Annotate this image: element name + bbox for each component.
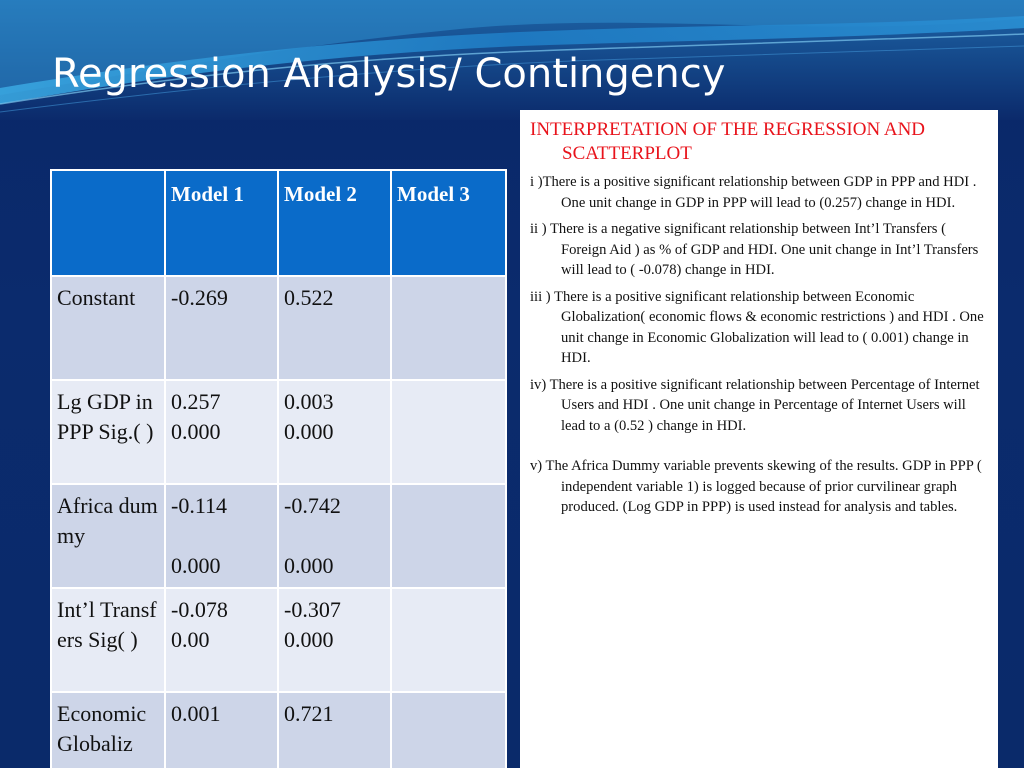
row-label: Int’l Transfers Sig( ) (57, 597, 157, 652)
table-cell (391, 276, 506, 380)
table-header-cell: Model 3 (391, 170, 506, 276)
table-cell (278, 588, 391, 692)
table-row (51, 588, 506, 692)
cell-value (397, 595, 500, 625)
interpretation-item: v) The Africa Dummy variable prevents skewing of the results. GDP in PPP ( independent variable 1) is logged because of prior curvilinear graph produced. (Log GDP in PPP) is used instead for analysis and tables. (530, 458, 982, 515)
row-label-cell (51, 380, 165, 484)
table-header-cell: Model 1 (165, 170, 278, 276)
cell-value: 0.721 (284, 701, 334, 726)
cell-value: 0.257 0.000 (171, 389, 221, 444)
interpretation-item: i )There is a positive significant relationship between GDP in PPP and HDI . One unit change in GDP in PPP will lead to (0.257) change in HDI. (530, 174, 977, 211)
table-header-row (51, 170, 506, 276)
table-cell (391, 588, 506, 692)
row-label-cell (51, 276, 165, 380)
cell-value: 0.003 0.000 (284, 389, 334, 444)
table-header-cell (51, 170, 165, 276)
row-label: Africa dummy (57, 493, 158, 548)
slide-title: Regression Analysis/ Contingency (52, 51, 726, 97)
table-row (51, 692, 506, 768)
interpretation-item: iii ) There is a positive significant relationship between Economic Globalization( economic flows & economic restrictions ) and HDI . One unit change in Economic Globalization will lead to ( 0.001) change in HDI. (530, 288, 984, 366)
table-cell (165, 588, 278, 692)
regression-table (50, 169, 507, 768)
table-cell (278, 692, 391, 768)
cell-value: -0.742 0.000 (284, 493, 341, 578)
row-label-cell (51, 588, 165, 692)
row-label-cell (51, 692, 165, 768)
cell-value: 0.522 (284, 285, 334, 310)
cell-value (397, 283, 500, 313)
cell-value (397, 387, 500, 417)
table-cell (391, 380, 506, 484)
table-cell (165, 484, 278, 588)
cell-value (397, 491, 500, 521)
table-cell (278, 484, 391, 588)
table-cell (391, 692, 506, 768)
row-label: Economic Globaliz (57, 701, 147, 756)
table-cell (165, 276, 278, 380)
row-label: Constant (57, 285, 136, 310)
interpretation-item: iv) There is a positive significant relationship between Percentage of Internet Users and HDI . One unit change in Percentage of Internet Users will lead to a (0.52 ) change in HDI. (530, 376, 980, 434)
table-row (51, 380, 506, 484)
table-header-cell: Model 2 (278, 170, 391, 276)
table-cell (165, 692, 278, 768)
cell-value: -0.307 0.000 (284, 597, 341, 652)
interpretation-panel (520, 110, 998, 768)
row-label: Lg GDP in PPP Sig.( ) (57, 389, 154, 444)
table-cell (391, 484, 506, 588)
table-row (51, 484, 506, 588)
table-cell (278, 380, 391, 484)
cell-value: -0.114 0.000 (171, 493, 228, 578)
table-cell (165, 380, 278, 484)
row-label-cell (51, 484, 165, 588)
cell-value: -0.078 0.00 (171, 597, 228, 652)
cell-value: -0.269 (171, 285, 228, 310)
panel-heading: INTERPRETATION OF THE REGRESSION AND SCATTERPLOT (530, 119, 926, 164)
interpretation-item: ii ) There is a negative significant relationship between Int’l Transfers ( Foreign Aid ) as % of GDP and HDI. One unit change in Int’l Transfers will lead to ( -0.078) change in HDI. (530, 221, 979, 278)
table-row (51, 276, 506, 380)
table-cell (278, 276, 391, 380)
cell-value (397, 699, 500, 729)
cell-value: 0.001 (171, 701, 221, 726)
